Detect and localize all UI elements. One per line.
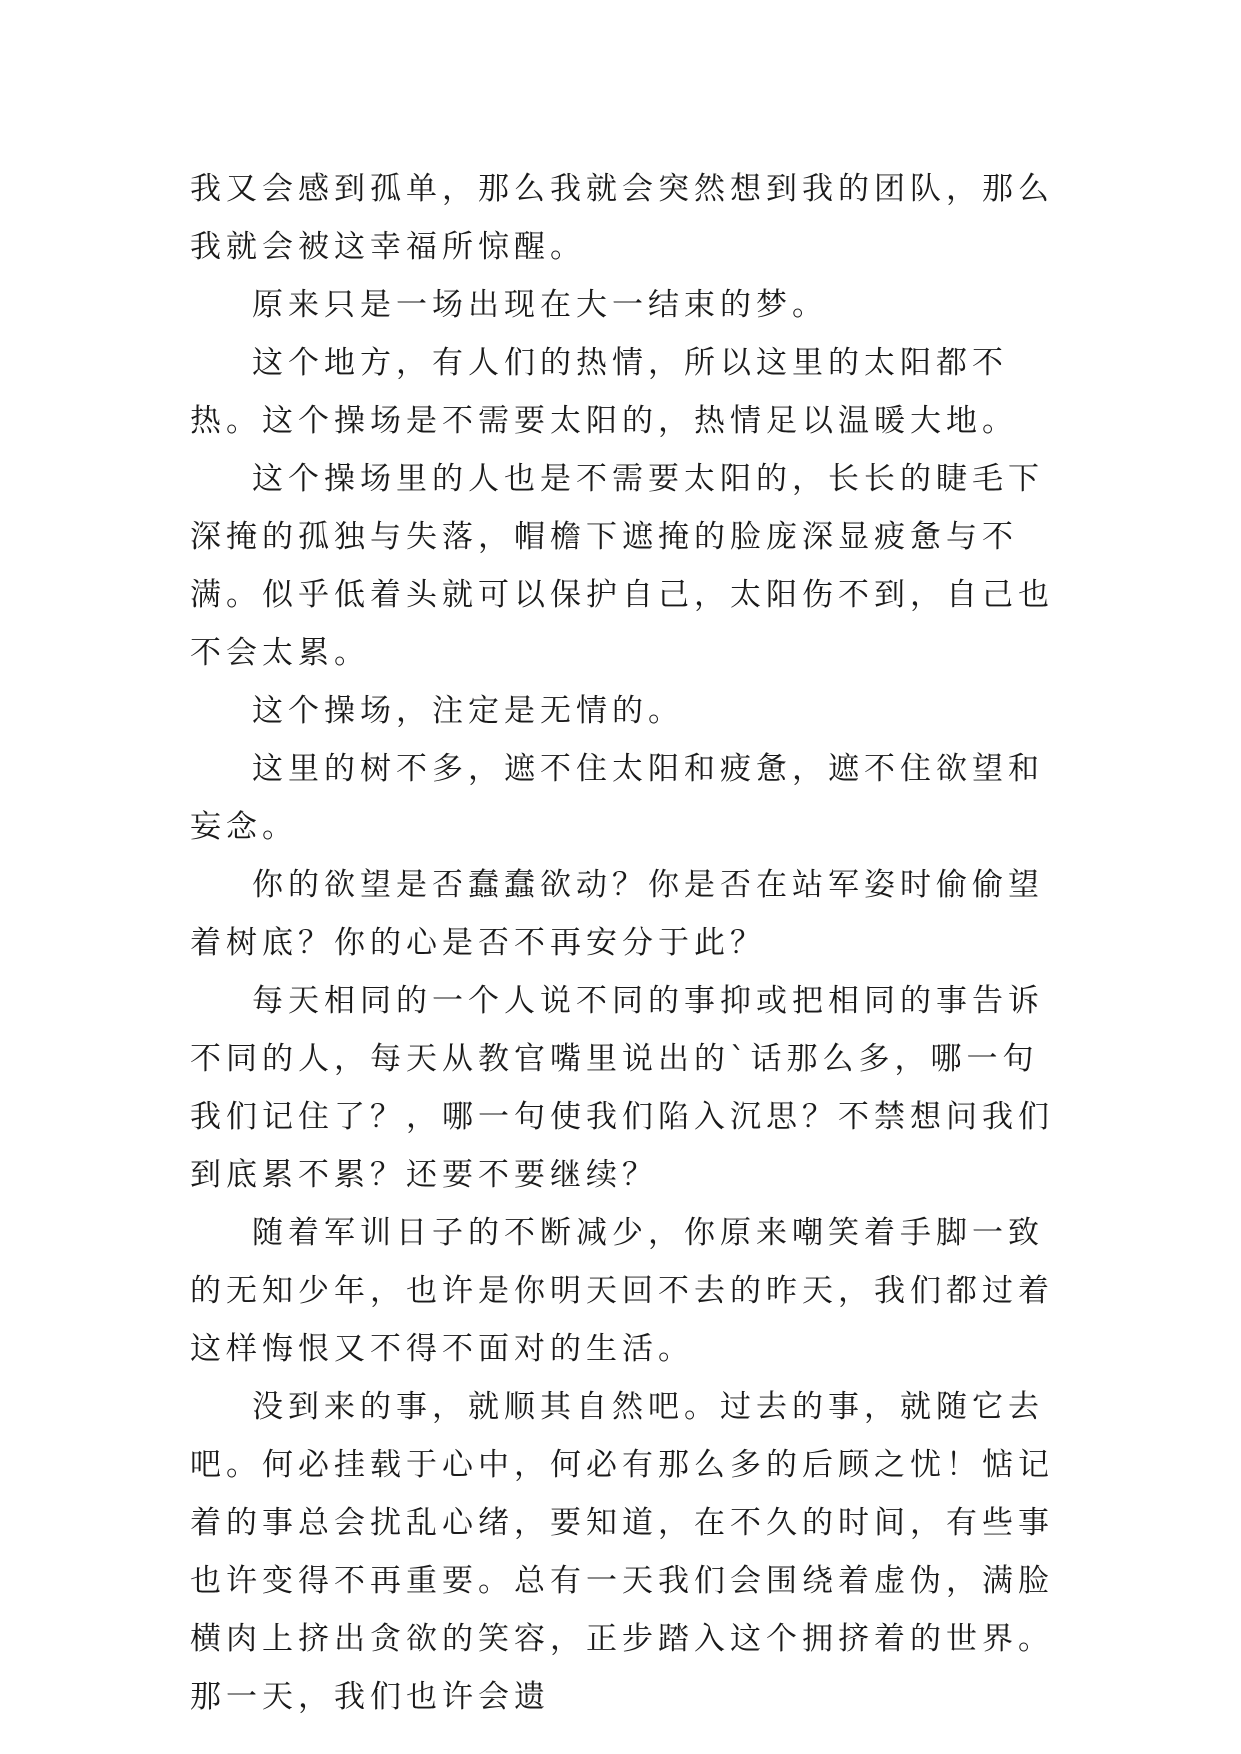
paragraph: 我又会感到孤单，那么我就会突然想到我的团队，那么我就会被这幸福所惊醒。: [190, 171, 1054, 265]
paragraph: 随着军训日子的不断减少，你原来嘲笑着手脚一致的无知少年，也许是你明天回不去的昨天，我们都过着这样悔恨又不得不面对的生活。: [190, 1215, 1054, 1367]
paragraph: 这个操场，注定是无情的。: [252, 693, 684, 729]
paragraph: 这里的树不多，遮不住太阳和疲惫，遮不住欲望和妄念。: [190, 751, 1044, 845]
paragraph: 没到来的事，就顺其自然吧。过去的事，就随它去吧。何必挂载于心中，何必有那么多的后顾之忧！惦记着的事总会扰乱心绪，要知道，在不久的时间，有些事也许变得不再重要。总有一天我们会围绕着虚伪，满脸横肉上挤出贪欲的笑容，正步踏入这个拥挤着的世界。那一天，我们也许会遗: [190, 1389, 1054, 1715]
paragraph: 你的欲望是否蠢蠢欲动？你是否在站军姿时偷偷望着树底？你的心是否不再安分于此？: [190, 867, 1044, 961]
document-body: [190, 160, 1070, 1726]
paragraph: 每天相同的一个人说不同的事抑或把相同的事告诉不同的人，每天从教官嘴里说出的`话那么多，哪一句我们记住了？，哪一句使我们陷入沉思？不禁想问我们到底累不累？还要不要继续？: [190, 983, 1054, 1193]
paragraph: 原来只是一场出现在大一结束的梦。: [252, 287, 828, 323]
paragraph: 这个操场里的人也是不需要太阳的，长长的睫毛下深掩的孤独与失落，帽檐下遮掩的脸庞深显疲惫与不满。似乎低着头就可以保护自己，太阳伤不到，自己也不会太累。: [190, 461, 1054, 671]
paragraph: 这个地方，有人们的热情，所以这里的太阳都不热。这个操场是不需要太阳的，热情足以温暖大地。: [190, 345, 1018, 439]
